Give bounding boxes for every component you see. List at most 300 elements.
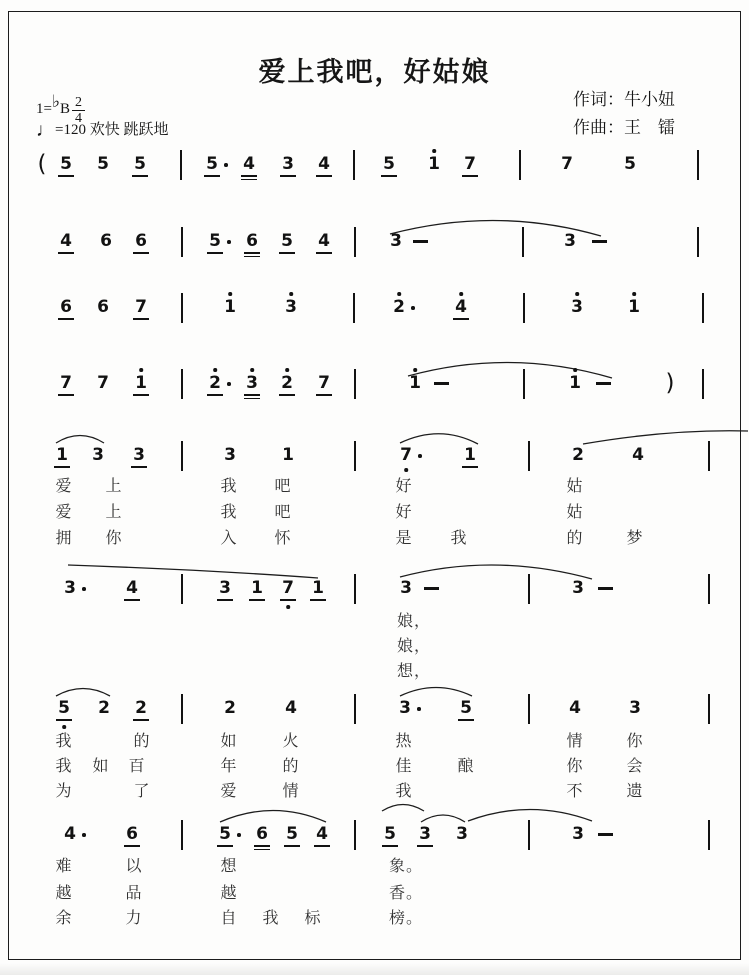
note-digit: 4 — [285, 698, 297, 718]
lyric: 上 — [105, 504, 123, 521]
note-underline — [217, 599, 233, 601]
note — [282, 825, 302, 845]
note — [56, 374, 76, 394]
note — [220, 298, 240, 318]
duration-dash — [424, 587, 439, 590]
note — [314, 155, 334, 175]
note — [624, 298, 644, 318]
note — [460, 155, 480, 175]
note-digit: 3 — [133, 445, 145, 465]
note — [396, 446, 416, 466]
note-underline — [124, 599, 140, 601]
time-denominator: 4 — [75, 111, 83, 126]
note — [131, 232, 151, 252]
note-underline — [314, 845, 330, 847]
augmentation-dot — [417, 707, 421, 711]
note — [278, 155, 298, 175]
note-digit: 3 — [629, 698, 641, 718]
note-digit: 5 — [460, 698, 472, 718]
duration-dash — [592, 240, 607, 243]
lyric: 了 — [133, 783, 151, 800]
note — [96, 232, 116, 252]
note — [386, 232, 406, 252]
note-digit: 1 — [428, 154, 440, 174]
octave-dot-above — [573, 368, 577, 372]
note — [460, 446, 480, 466]
note-digit: 4 — [569, 698, 581, 718]
barline — [697, 150, 699, 180]
note-underline — [254, 849, 270, 851]
note-digit: 3 — [419, 824, 431, 844]
note — [94, 699, 114, 719]
note-digit: 1 — [628, 297, 640, 317]
lyric: 热 — [395, 733, 413, 750]
note-digit: 5 — [219, 824, 231, 844]
lyric: 你 — [626, 733, 644, 750]
note-digit: 7 — [135, 297, 147, 317]
barline — [181, 820, 183, 850]
note-underline — [310, 599, 326, 601]
note-digit: 6 — [60, 297, 72, 317]
note-underline — [244, 394, 260, 396]
note — [205, 374, 225, 394]
note — [456, 699, 476, 719]
key-letter: B — [60, 101, 71, 117]
lyric: 好 — [395, 504, 413, 521]
note-underline — [58, 175, 74, 177]
duration-dash — [434, 382, 449, 385]
note — [131, 699, 151, 719]
note — [242, 374, 262, 394]
lyric: 是 — [395, 530, 413, 547]
note-digit: 2 — [224, 698, 236, 718]
barline — [528, 441, 530, 471]
note — [131, 298, 151, 318]
note — [314, 374, 334, 394]
note-underline — [241, 175, 257, 177]
note-digit: 2 — [135, 698, 147, 718]
lyric: 我 — [395, 783, 413, 800]
note — [202, 155, 222, 175]
note — [242, 232, 262, 252]
note — [620, 155, 640, 175]
lyric: 的 — [566, 530, 584, 547]
note-digit: 6 — [256, 824, 268, 844]
tempo-value: =120 — [55, 122, 86, 138]
note-digit: 1 — [282, 445, 294, 465]
note-digit: 3 — [400, 578, 412, 598]
note-underline — [417, 845, 433, 847]
note-digit: 2 — [209, 373, 221, 393]
octave-dot-above — [285, 368, 289, 372]
note-digit: 2 — [572, 445, 584, 465]
close-paren: ) — [665, 370, 675, 396]
note-underline — [284, 845, 300, 847]
lyric: 我 — [55, 758, 73, 775]
lyric: 上 — [105, 478, 123, 495]
note-underline — [241, 179, 257, 181]
tempo-words: 欢快 跳跃地 — [89, 122, 169, 138]
augmentation-dot — [237, 833, 241, 837]
note-digit: 4 — [316, 824, 328, 844]
note-digit: 3 — [246, 373, 258, 393]
note-digit: 6 — [135, 231, 147, 251]
barline — [353, 293, 355, 323]
note-digit: 4 — [318, 154, 330, 174]
note — [205, 232, 225, 252]
note — [277, 232, 297, 252]
note-underline — [280, 175, 296, 177]
note-digit: 7 — [97, 373, 109, 393]
barline — [354, 694, 356, 724]
slur-arc — [56, 436, 104, 444]
note — [278, 579, 298, 599]
note — [312, 825, 332, 845]
note — [560, 232, 580, 252]
barline — [528, 694, 530, 724]
note-digit: 1 — [56, 445, 68, 465]
slur-arc — [583, 431, 748, 444]
note — [93, 298, 113, 318]
lyric: 我 — [55, 733, 73, 750]
lyric: 情 — [566, 733, 584, 750]
lyric: 难 — [55, 858, 73, 875]
lyric: 爱 — [55, 504, 73, 521]
note-underline — [207, 394, 223, 396]
lyric: 情 — [282, 783, 300, 800]
note-underline — [217, 845, 233, 847]
lyric: 品 — [125, 885, 143, 902]
barline — [519, 150, 521, 180]
barline — [181, 369, 183, 399]
lyric: 榜。 — [388, 910, 424, 927]
lyric: 的 — [282, 758, 300, 775]
lyric: 标 — [304, 910, 322, 927]
octave-dot-above — [432, 149, 436, 153]
note — [568, 579, 588, 599]
note — [628, 446, 648, 466]
note-underline — [382, 845, 398, 847]
barline — [354, 441, 356, 471]
tempo-marking — [36, 118, 168, 142]
lyric: 我 — [450, 530, 468, 547]
note — [56, 155, 76, 175]
octave-dot-above — [289, 292, 293, 296]
slur-arc — [400, 688, 472, 697]
note-underline — [244, 398, 260, 400]
note — [52, 446, 72, 466]
lyric: 年 — [220, 758, 238, 775]
note — [93, 155, 113, 175]
barline — [708, 441, 710, 471]
lyric: 以 — [125, 858, 143, 875]
lyric: 越 — [55, 885, 73, 902]
note — [625, 699, 645, 719]
octave-dot-above — [228, 292, 232, 296]
note-underline — [131, 466, 147, 468]
lyric: 象。 — [388, 858, 424, 875]
barline — [702, 369, 704, 399]
note — [308, 579, 328, 599]
octave-dot-below — [404, 468, 408, 472]
note-digit: 3 — [572, 824, 584, 844]
barline — [708, 820, 710, 850]
note-underline — [244, 256, 260, 258]
lyric: 怀 — [274, 530, 292, 547]
note-digit: 7 — [60, 373, 72, 393]
note — [239, 155, 259, 175]
note-underline — [249, 599, 265, 601]
note-digit: 3 — [564, 231, 576, 251]
barline — [708, 694, 710, 724]
slur-arc — [421, 815, 465, 822]
lyric: 爱 — [220, 783, 238, 800]
quarter-note-icon: ♩ — [36, 120, 55, 141]
lyric: 酿 — [457, 758, 475, 775]
lyric: 余 — [55, 910, 73, 927]
note-underline — [462, 466, 478, 468]
note — [220, 699, 240, 719]
note-digit: 4 — [632, 445, 644, 465]
lyric: 想， — [396, 663, 432, 680]
note-underline — [58, 318, 74, 320]
lyric: 姑 — [566, 478, 584, 495]
lyric: 百 — [128, 758, 146, 775]
lyric: 你 — [566, 758, 584, 775]
note-underline — [133, 252, 149, 254]
duration-dash — [598, 833, 613, 836]
note-digit: 4 — [64, 824, 76, 844]
barline — [181, 694, 183, 724]
note — [451, 298, 471, 318]
note — [380, 825, 400, 845]
note — [122, 825, 142, 845]
note-digit: 3 — [282, 154, 294, 174]
lyric: 如 — [220, 733, 238, 750]
lyric: 越 — [220, 885, 238, 902]
note — [215, 825, 235, 845]
note-underline — [381, 175, 397, 177]
lyric: 吧 — [274, 478, 292, 495]
note — [415, 825, 435, 845]
note-digit: 6 — [126, 824, 138, 844]
barline — [181, 574, 183, 604]
note-underline — [124, 845, 140, 847]
note — [56, 298, 76, 318]
note-digit: 7 — [318, 373, 330, 393]
note-digit: 3 — [219, 578, 231, 598]
slur-arc — [68, 565, 318, 578]
note-underline — [254, 845, 270, 847]
lyric: 拥 — [55, 530, 73, 547]
barline — [528, 574, 530, 604]
duration-dash — [596, 382, 611, 385]
slur-arc — [400, 565, 592, 579]
octave-dot-above — [250, 368, 254, 372]
note — [281, 699, 301, 719]
note-underline — [458, 719, 474, 721]
lyric: 想 — [220, 858, 238, 875]
note — [122, 579, 142, 599]
lyric: 娘， — [396, 613, 432, 630]
barline — [522, 227, 524, 257]
note — [130, 155, 150, 175]
lyric: 娘， — [396, 638, 432, 655]
note-underline — [316, 175, 332, 177]
note-digit: 2 — [98, 698, 110, 718]
note-digit: 3 — [285, 297, 297, 317]
lyric: 为 — [55, 783, 73, 800]
time-numerator: 2 — [72, 95, 85, 111]
note-underline — [58, 252, 74, 254]
note-digit: 1 — [569, 373, 581, 393]
slur-arc — [56, 689, 110, 697]
barline — [181, 293, 183, 323]
note-underline — [133, 394, 149, 396]
note-underline — [133, 318, 149, 320]
augmentation-dot — [411, 306, 415, 310]
duration-dash — [598, 587, 613, 590]
note — [379, 155, 399, 175]
note — [424, 155, 444, 175]
note — [565, 699, 585, 719]
lyric: 爱 — [55, 478, 73, 495]
lyric: 遗 — [626, 783, 644, 800]
credits-block — [573, 86, 675, 142]
note-underline — [279, 252, 295, 254]
octave-dot-above — [213, 368, 217, 372]
note — [395, 699, 415, 719]
octave-dot-above — [397, 292, 401, 296]
note-digit: 3 — [571, 297, 583, 317]
note-digit: 5 — [384, 824, 396, 844]
note-digit: 5 — [60, 154, 72, 174]
lyricist-credit: 作词：牛小妞 — [573, 90, 675, 109]
note — [215, 579, 235, 599]
lyric: 佳 — [395, 758, 413, 775]
slur-arc — [382, 805, 424, 812]
note-underline — [132, 175, 148, 177]
augmentation-dot — [82, 833, 86, 837]
note — [93, 374, 113, 394]
augmentation-dot — [227, 240, 231, 244]
note-digit: 5 — [383, 154, 395, 174]
key-prefix: 1= — [36, 101, 52, 117]
note — [565, 374, 585, 394]
note-digit: 5 — [624, 154, 636, 174]
duration-dash — [413, 240, 428, 243]
note-underline — [54, 466, 70, 468]
octave-dot-above — [575, 292, 579, 296]
flat-icon: ♭ — [51, 92, 60, 111]
lyric: 我 — [220, 504, 238, 521]
note-digit: 4 — [318, 231, 330, 251]
lyric: 入 — [220, 530, 238, 547]
augmentation-dot — [82, 587, 86, 591]
note — [131, 374, 151, 394]
barline — [528, 820, 530, 850]
note-digit: 3 — [456, 824, 468, 844]
note-digit: 3 — [64, 578, 76, 598]
lyric: 好 — [395, 478, 413, 495]
note-digit: 1 — [224, 297, 236, 317]
note-underline — [279, 394, 295, 396]
lyric: 吧 — [274, 504, 292, 521]
augmentation-dot — [227, 382, 231, 386]
barline — [708, 574, 710, 604]
note-digit: 6 — [97, 297, 109, 317]
lyric: 的 — [133, 733, 151, 750]
note-digit: 3 — [399, 698, 411, 718]
lyric: 不 — [566, 783, 584, 800]
note-digit: 5 — [286, 824, 298, 844]
barline — [697, 227, 699, 257]
barline — [354, 227, 356, 257]
note-underline — [58, 394, 74, 396]
note-digit: 4 — [60, 231, 72, 251]
note-digit: 6 — [100, 231, 112, 251]
note — [54, 699, 74, 719]
note-underline — [316, 252, 332, 254]
note — [314, 232, 334, 252]
barline — [181, 441, 183, 471]
note — [252, 825, 272, 845]
note-digit: 4 — [455, 297, 467, 317]
barline — [354, 574, 356, 604]
note — [60, 579, 80, 599]
note-digit: 4 — [126, 578, 138, 598]
lyric: 如 — [92, 758, 110, 775]
note — [396, 579, 416, 599]
note-digit: 3 — [92, 445, 104, 465]
lyric: 会 — [626, 758, 644, 775]
barline — [354, 369, 356, 399]
lyric: 力 — [125, 910, 143, 927]
barline — [181, 227, 183, 257]
note-digit: 7 — [464, 154, 476, 174]
note — [60, 825, 80, 845]
note-digit: 7 — [282, 578, 294, 598]
lyric: 香。 — [388, 885, 424, 902]
note-underline — [56, 719, 72, 721]
song-title: 爱上我吧，好姑娘 — [258, 57, 491, 87]
note-digit: 2 — [281, 373, 293, 393]
note-digit: 5 — [97, 154, 109, 174]
lyric: 火 — [282, 733, 300, 750]
barline — [180, 150, 182, 180]
note-digit: 1 — [464, 445, 476, 465]
note-underline — [207, 252, 223, 254]
note-digit: 3 — [224, 445, 236, 465]
note — [88, 446, 108, 466]
barline — [523, 369, 525, 399]
barline — [702, 293, 704, 323]
octave-dot-above — [139, 368, 143, 372]
note — [247, 579, 267, 599]
octave-dot-above — [413, 368, 417, 372]
note-digit: 4 — [243, 154, 255, 174]
note-digit: 3 — [572, 578, 584, 598]
note — [568, 825, 588, 845]
augmentation-dot — [418, 454, 422, 458]
note-underline — [453, 318, 469, 320]
augmentation-dot — [224, 163, 228, 167]
barline — [354, 820, 356, 850]
note — [281, 298, 301, 318]
note-digit: 5 — [281, 231, 293, 251]
composer-credit: 作曲：王 镭 — [573, 118, 675, 137]
note-digit: 7 — [561, 154, 573, 174]
